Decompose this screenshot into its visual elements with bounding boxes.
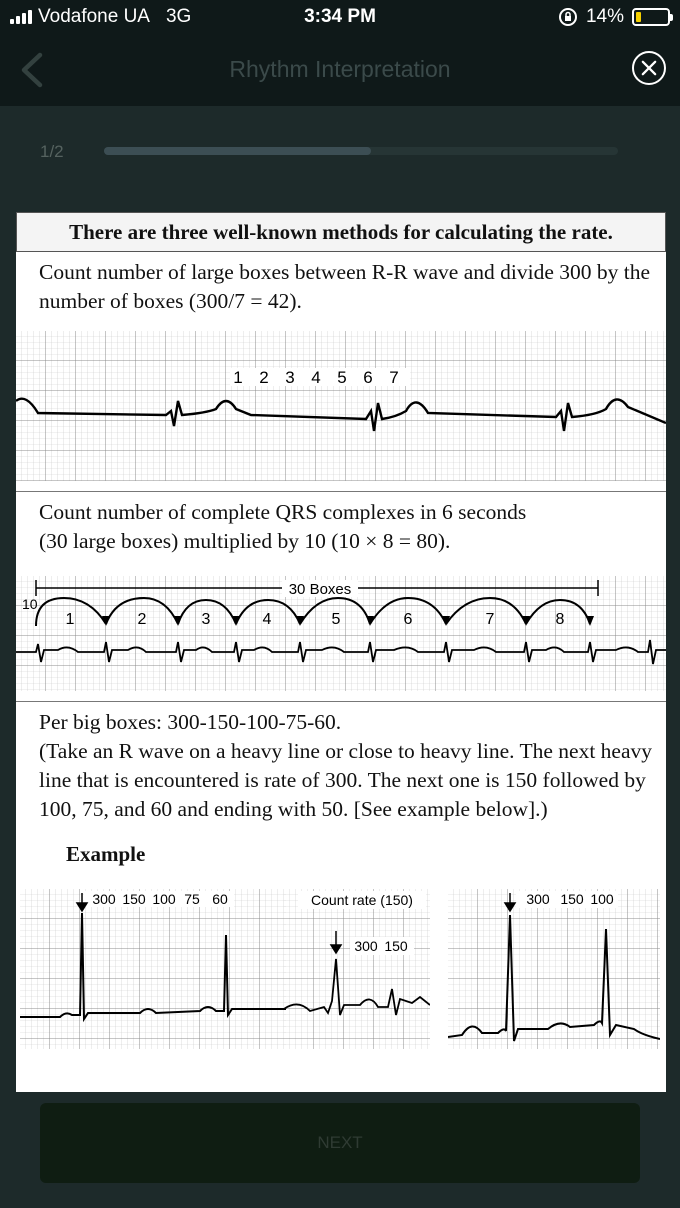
boxes-label: 30 Boxes bbox=[288, 581, 352, 598]
strip-1-label-60: 60 bbox=[212, 891, 228, 907]
progress-fill bbox=[104, 147, 371, 155]
content-card bbox=[16, 212, 666, 1092]
strip-1-label-100: 100 bbox=[152, 891, 176, 907]
complex-number-2: 2 bbox=[137, 611, 147, 628]
box-number-7: 7 bbox=[389, 368, 399, 387]
strip-2-label-150: 150 bbox=[384, 938, 408, 954]
strip-2-label-300: 300 bbox=[354, 938, 378, 954]
complex-number-3: 3 bbox=[201, 611, 211, 628]
strip-1-label-75: 75 bbox=[184, 891, 200, 907]
label-10: 10 bbox=[22, 596, 38, 612]
strip-2-grid-major bbox=[284, 889, 430, 1049]
box-number-1: 1 bbox=[233, 368, 243, 387]
progress-track bbox=[104, 147, 618, 155]
complex-number-1: 1 bbox=[65, 611, 75, 628]
box-number-2: 2 bbox=[259, 368, 269, 387]
method-3-note: (Take an R wave on a heavy line or close to heavy line. The next heavy line that is encountered is rate of 300. The next one is 150 followed by 100, 75, and 60 and ending with 50. [See example below].) bbox=[39, 739, 653, 821]
complex-number-8: 8 bbox=[555, 611, 565, 628]
battery-percent: 14% bbox=[585, 6, 624, 27]
orientation-lock-icon bbox=[558, 7, 578, 27]
example-strips bbox=[16, 889, 666, 1059]
strip-1-label-300: 300 bbox=[92, 891, 116, 907]
complex-number-4: 4 bbox=[262, 611, 272, 628]
strip-3-label-300: 300 bbox=[526, 891, 550, 907]
progress-label: 1/2 bbox=[40, 142, 64, 161]
complex-number-7: 7 bbox=[485, 611, 495, 628]
method-3-section bbox=[16, 702, 666, 1092]
battery-icon bbox=[632, 8, 670, 26]
nav-bar bbox=[0, 34, 680, 106]
box-number-3: 3 bbox=[285, 368, 295, 387]
status-time: 3:34 PM bbox=[304, 6, 376, 27]
carrier-name: Vodafone UA bbox=[38, 6, 150, 27]
example-strip-3 bbox=[448, 889, 660, 1049]
status-bar bbox=[0, 0, 680, 34]
ecg-strip-2 bbox=[16, 576, 666, 691]
method-1-text: Count number of large boxes between R-R wave and divide 300 by the number of boxes (300/7 = 42). bbox=[39, 260, 651, 313]
method-2-section bbox=[16, 492, 666, 702]
ecg-strip-1 bbox=[16, 331, 666, 481]
battery-level bbox=[636, 12, 641, 22]
box-number-5: 5 bbox=[337, 368, 347, 387]
box-number-4: 4 bbox=[311, 368, 321, 387]
network-type: 3G bbox=[165, 6, 192, 27]
close-icon[interactable] bbox=[632, 51, 666, 85]
strip-1-label-150: 150 bbox=[122, 891, 146, 907]
page-title: Rhythm Interpretation bbox=[229, 56, 451, 82]
example-strip-2 bbox=[284, 889, 430, 1049]
strip-3-label-150: 150 bbox=[560, 891, 584, 907]
card-header: There are three well-known methods for calculating the rate. bbox=[16, 212, 666, 252]
method-1-section bbox=[16, 252, 666, 492]
strip-3-label-100: 100 bbox=[590, 891, 614, 907]
strip-1-grid-major bbox=[20, 889, 286, 1049]
strip-2-top-label: Count rate (150) bbox=[311, 892, 413, 908]
method-3-text: Per big boxes: 300-150-100-75-60. bbox=[39, 710, 342, 734]
next-button[interactable]: NEXT bbox=[40, 1103, 640, 1183]
box-number-6: 6 bbox=[363, 368, 373, 387]
complex-number-5: 5 bbox=[331, 611, 341, 628]
example-strip-1 bbox=[20, 889, 286, 1049]
progress-area bbox=[0, 106, 680, 212]
status-right bbox=[558, 6, 670, 28]
example-title: Example bbox=[66, 842, 146, 866]
method-2-text-line1: Count number of complete QRS complexes in 6 seconds bbox=[39, 500, 527, 524]
complex-number-6: 6 bbox=[403, 611, 413, 628]
method-2-text-line2: (30 large boxes) multiplied by 10 (10 × 8 = 80). bbox=[39, 529, 451, 553]
